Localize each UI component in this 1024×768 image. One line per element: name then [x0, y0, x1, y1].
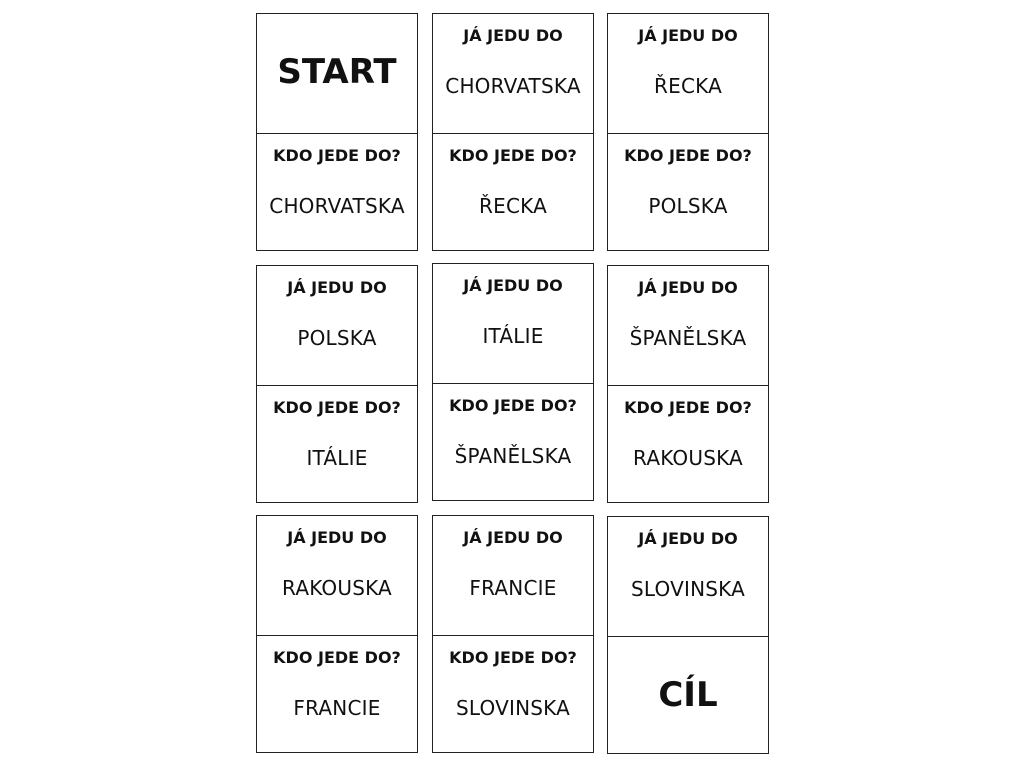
country-word: ITÁLIE [482, 324, 544, 348]
card-top-half [257, 266, 417, 385]
country-word: ITÁLIE [306, 446, 368, 470]
card-top-half [608, 266, 768, 385]
domino-card-5 [432, 263, 594, 501]
country-word: ŘECKA [479, 194, 547, 218]
domino-card-8 [432, 515, 594, 753]
question-label: KDO JEDE DO? [449, 146, 577, 165]
answer-label: JÁ JEDU DO [638, 26, 738, 45]
card-bottom-half [433, 383, 593, 503]
country-word: ŘECKA [654, 74, 722, 98]
domino-card-9 [607, 516, 769, 754]
country-word: SLOVINSKA [456, 696, 570, 720]
card-top-half [608, 517, 768, 636]
country-word: CHORVATSKA [269, 194, 405, 218]
answer-label: JÁ JEDU DO [463, 528, 563, 547]
question-label: KDO JEDE DO? [624, 146, 752, 165]
country-word: ŠPANĚLSKA [454, 444, 572, 468]
question-label: KDO JEDE DO? [449, 648, 577, 667]
country-word: POLSKA [648, 194, 728, 218]
card-bottom-half [433, 133, 593, 253]
answer-label: JÁ JEDU DO [287, 528, 387, 547]
card-bottom-half [608, 385, 768, 505]
card-bottom-half [257, 385, 417, 505]
country-word: FRANCIE [293, 696, 381, 720]
card-bottom-half [257, 635, 417, 755]
card-bottom-half [608, 133, 768, 253]
card-bottom-half [257, 133, 417, 253]
card-top-half [257, 14, 417, 133]
question-label: KDO JEDE DO? [273, 146, 401, 165]
card-top-half [433, 516, 593, 635]
card-top-half [433, 14, 593, 133]
country-word: CHORVATSKA [445, 74, 581, 98]
country-word: RAKOUSKA [282, 576, 392, 600]
card-top-half [257, 516, 417, 635]
card-top-half [608, 14, 768, 133]
domino-card-7 [256, 515, 418, 753]
domino-card-1 [256, 13, 418, 251]
answer-label: JÁ JEDU DO [638, 278, 738, 297]
start-label: START [277, 52, 397, 92]
country-word: SLOVINSKA [631, 577, 745, 601]
question-label: KDO JEDE DO? [449, 396, 577, 415]
answer-label: JÁ JEDU DO [287, 278, 387, 297]
question-label: KDO JEDE DO? [624, 398, 752, 417]
card-bottom-half [608, 636, 768, 756]
card-top-half [433, 264, 593, 383]
country-word: POLSKA [297, 326, 377, 350]
answer-label: JÁ JEDU DO [638, 529, 738, 548]
domino-card-2 [432, 13, 594, 251]
domino-card-4 [256, 265, 418, 503]
country-word: RAKOUSKA [633, 446, 743, 470]
country-word: FRANCIE [469, 576, 557, 600]
domino-card-3 [607, 13, 769, 251]
answer-label: JÁ JEDU DO [463, 276, 563, 295]
country-word: ŠPANĚLSKA [629, 326, 747, 350]
question-label: KDO JEDE DO? [273, 398, 401, 417]
card-bottom-half [433, 635, 593, 755]
finish-label: CÍL [658, 675, 718, 715]
answer-label: JÁ JEDU DO [463, 26, 563, 45]
domino-card-6 [607, 265, 769, 503]
question-label: KDO JEDE DO? [273, 648, 401, 667]
